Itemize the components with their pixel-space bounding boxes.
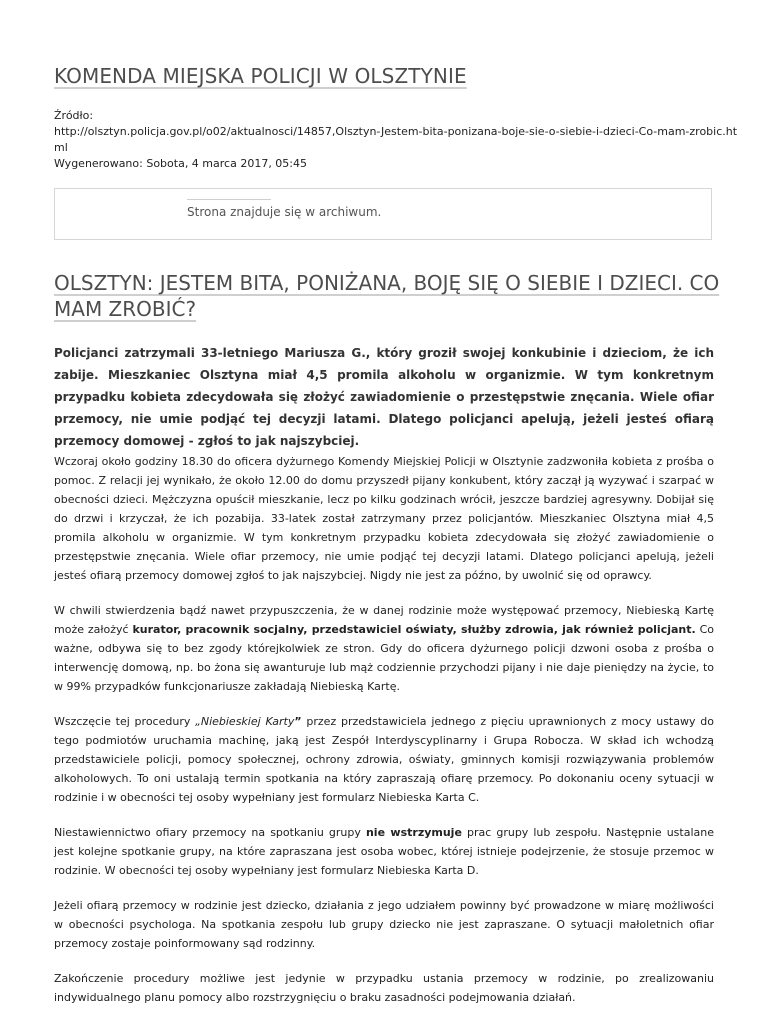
generated-timestamp: Wygenerowano: Sobota, 4 marca 2017, 05:45 (54, 157, 308, 170)
article-body (54, 452, 714, 1023)
source-meta (54, 108, 738, 172)
paragraph-3-italic: „Niebieskiej Karty (195, 715, 295, 728)
paragraph-2-text-c: Co ważne, odbywa się to bez zgody którejkolwiek ze stron. Gdy do oficera dyżurnego policji dzwoni osoba z prośba o interwencję domową, np. bo żona się awanturuje lub mąż codziennie przychodzi pijany i nie daje pieniędzy na życie, to w 99% przypadków funkcjonariusze zakładają Niebieską Kartę. (54, 623, 714, 693)
paragraph-3-quote: ” (294, 715, 302, 728)
paragraph-3-text-a: Wszczęcie tej procedury (54, 715, 196, 728)
paragraph-6: Zakończenie procedury możliwe jest jedynie w przypadku ustania przemocy w rodzinie, po zrealizowaniu indywidualnego planu pomocy albo rozstrzygnięciu o braku zasadności podejmowania działań. (54, 972, 714, 1004)
paragraph-5: Jeżeli ofiarą przemocy w rodzinie jest dziecko, działania z jego udziałem powinny być prowadzone w miarę możliwości w obecności psychologa. Na spotkania zespołu lub grupy dziecko nie jest zapraszane. O sytuacji małoletnich ofiar przemocy zostaje poinformowany sąd rodzinny. (54, 899, 714, 950)
site-title[interactable]: KOMENDA MIEJSKA POLICJI W OLSZTYNIE (54, 64, 467, 88)
archive-note: Strona znajduje się w archiwum. (187, 205, 382, 219)
source-url-line-2[interactable]: ml (54, 141, 68, 154)
source-url-line-1[interactable]: http://olsztyn.policja.gov.pl/o02/aktualnosci/14857,Olsztyn-Jestem-bita-ponizana-boje-sie-o-siebie-i-dzieci-Co-mam-zrobic.ht (54, 125, 738, 138)
paragraph-4 (54, 823, 714, 880)
paragraph-3 (54, 712, 714, 807)
paragraph-1: Wczoraj około godziny 18.30 do oficera dyżurnego Komendy Miejskiej Policji w Olsztynie zadzwoniła kobieta z prośba o pomoc. Z relacji jej wynikało, że około 12.00 do domu przyszedł pijany konkubent, który zaczął ją wyzywać i szarpać w obecności dzieci. Mężczyzna opuścił mieszkanie, lecz po kilku godzinach wrócił, jeszcze bardziej agresywny. Dobijał się do drzwi i krzyczał, że ich pozabija. 33-latek został zatrzymany przez policjantów. Mieszkaniec Olsztyna miał 4,5 promila alkoholu w organizmie. W tym konkretnym przypadku kobieta zdecydowała się złożyć zawiadomienie o przestępstwie znęcania. Wiele ofiar przemocy, nie umie podjąć tej decyzji latami. Dlatego policjanci apelują, jeżeli jesteś ofiarą przemocy domowej zgłoś to jak najszybciej. Nigdy nie jest za późno, by uwolnić się od oprawcy. (54, 455, 714, 582)
source-label: Źródło: (54, 109, 94, 122)
paragraph-4-text-a: Niestawiennictwo ofiary przemocy na spotkaniu grupy (54, 826, 366, 839)
article-lead: Policjanci zatrzymali 33-letniego Mariusza G., który groził swojej konkubinie i dzieciom, że ich zabije. Mieszkaniec Olsztyna miał 4,5 promila alkoholu w organizmie. W tym konkretnym przypadku kobieta zdecydowała się złożyć zawiadomienie o przestępstwie znęcania. Wiele ofiar przemocy, nie umie podjąć tej decyzji latami. Dlatego policjanci apelują, jeżeli jesteś ofiarą przemocy domowej - zgłoś to jak najszybciej. (54, 346, 714, 448)
paragraph-4-text-c: prac grupy lub zespołu. Następnie ustalane jest kolejne spotkanie grupy, na które zapraszana jest osoba wobec, której istnieje podejrzenie, że stosuje przemoc w rodzinie. W obecności tej osoby wypełniany jest formularz Niebieska Karta D. (54, 826, 715, 877)
paragraph-2-text-a: W chwili stwierdzenia bądź nawet przypuszczenia, że w danej rodzinie może występować przemocy, Niebieską Kartę może założyć (54, 604, 714, 636)
archive-notice-box (54, 188, 712, 240)
paragraph-4-emphasis: nie wstrzymuje (365, 826, 462, 839)
archive-divider (187, 199, 271, 200)
paragraph-2 (54, 601, 714, 696)
article-title[interactable]: OLSZTYN: JESTEM BITA, PONIŻANA, BOJĘ SIĘ O SIEBIE I DZIECI. CO MAM ZROBIĆ? (54, 271, 720, 321)
paragraph-2-emphasis: kurator, pracownik socjalny, przedstawiciel oświaty, służby zdrowia, jak również policjant. (132, 623, 696, 636)
paragraph-3-text-d: przez przedstawiciela jednego z pięciu uprawnionych z mocy ustawy do tego podmiotów uruchamia machinę, jaką jest Zespół Interdyscyplinarny i Grupa Robocza. W skład ich wchodzą przedstawiciele policji, pomocy społecznej, ochrony zdrowia, oświaty, gminnych komisji rozwiązywania problemów alkoholowych. To oni ustalają termin spotkania na który zapraszają ofiarę przemocy. Po dokonaniu oceny sytuacji w rodzinie i w obecności tej osoby wypełniany jest formularz Niebieska Karta C. (54, 715, 714, 804)
